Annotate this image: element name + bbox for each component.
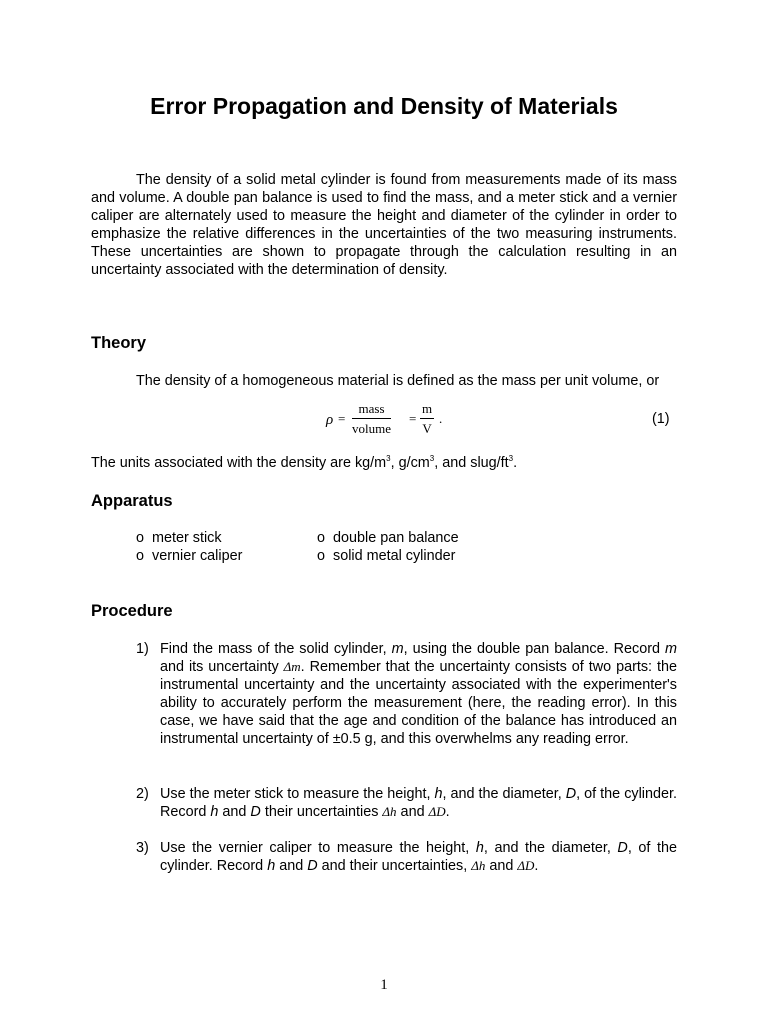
- delta-m-symbol: Δm: [283, 659, 301, 674]
- variable-d: D: [617, 840, 628, 856]
- step-body: [160, 839, 677, 875]
- fraction-numerator-mass: mass: [352, 402, 391, 419]
- step-body: [160, 640, 677, 748]
- units-text-1: The units associated with the density are kg/m: [91, 455, 387, 471]
- step-text: , using the double pan balance. Record: [403, 641, 665, 657]
- variable-m: m: [665, 641, 677, 657]
- units-sup-3: 3: [508, 454, 514, 463]
- units-text-3: , and slug/ft: [434, 455, 509, 471]
- step-text: , and the diameter,: [442, 786, 566, 802]
- bullet-icon: o: [136, 530, 145, 546]
- equation-number: (1): [652, 411, 670, 427]
- step-text: , of the cylinder. Record: [160, 840, 677, 874]
- apparatus-heading: Apparatus: [91, 492, 173, 510]
- units-sup-1: 3: [386, 454, 391, 463]
- list-item: [136, 547, 242, 565]
- bullet-icon: o: [317, 530, 326, 546]
- equation-period: .: [439, 411, 443, 426]
- apparatus-item-label: vernier caliper: [152, 548, 243, 564]
- apparatus-item-label: double pan balance: [333, 530, 459, 546]
- apparatus-item-label: meter stick: [152, 530, 222, 546]
- procedure-step-2: [136, 785, 677, 821]
- step-number: 1): [136, 641, 149, 657]
- rho-symbol: ρ: [326, 412, 334, 428]
- step-text: , and the diameter,: [483, 840, 618, 856]
- list-item: [136, 529, 242, 547]
- delta-d-symbol: ΔD: [428, 804, 446, 819]
- step-text: Use the vernier caliper to measure the height,: [160, 840, 476, 856]
- equals-sign-1: =: [338, 411, 346, 426]
- variable-d: D: [307, 858, 318, 874]
- document-title: Error Propagation and Density of Materials: [150, 93, 618, 119]
- apparatus-list-right: [317, 529, 459, 565]
- step-text: and: [485, 858, 518, 874]
- step-body: [160, 785, 677, 821]
- list-item: [317, 547, 459, 565]
- list-item: [317, 529, 459, 547]
- step-text: Find the mass of the solid cylinder,: [160, 641, 392, 657]
- variable-m: m: [391, 641, 404, 657]
- variable-h: h: [210, 804, 219, 820]
- step-text: and: [275, 858, 308, 874]
- units-text-end: .: [513, 455, 518, 471]
- variable-h: h: [475, 840, 484, 856]
- step-text: .: [445, 804, 450, 820]
- step-text: and their uncertainties,: [317, 858, 472, 874]
- variable-h: h: [267, 858, 276, 874]
- delta-h-symbol: Δh: [471, 858, 486, 873]
- delta-d-symbol: ΔD: [517, 858, 535, 873]
- units-sup-2: 3: [429, 454, 435, 463]
- step-number: 2): [136, 786, 149, 802]
- fraction-mass-volume: [352, 402, 391, 436]
- procedure-heading: Procedure: [91, 602, 173, 620]
- fraction-numerator-m: m: [420, 402, 434, 419]
- page-number: 1: [380, 977, 388, 993]
- fraction-denominator-v: V: [422, 421, 432, 436]
- units-text-2: , g/cm: [390, 455, 430, 471]
- fraction-denominator-volume: volume: [352, 421, 391, 436]
- step-text: .: [534, 858, 539, 874]
- units-sentence: [91, 454, 517, 472]
- step-text: and: [396, 804, 429, 820]
- procedure-step-3: [136, 839, 677, 875]
- step-text: and its uncertainty: [160, 659, 284, 675]
- step-text: and: [218, 804, 251, 820]
- theory-heading: Theory: [91, 334, 147, 352]
- equals-sign-2: =: [409, 411, 417, 426]
- step-number: 3): [136, 840, 149, 856]
- step-text: their uncertainties: [260, 804, 383, 820]
- fraction-m-v: [420, 402, 434, 436]
- step-text: , of the cylinder. Record: [160, 786, 677, 820]
- step-text: Use the meter stick to measure the height,: [160, 786, 435, 802]
- variable-h: h: [434, 786, 443, 802]
- theory-intro: The density of a homogeneous material is defined as the mass per unit volume, or: [136, 373, 660, 389]
- procedure-step-1: [136, 640, 677, 748]
- delta-h-symbol: Δh: [382, 804, 397, 819]
- step-text: . Remember that the uncertainty consists of two parts: the instrumental uncertainty and the uncertainty associated with the experimenter's ability to accurately perform the measurement (here, the reading error). In this case, we have said that the age and condition of the balance has introduced an instrumental uncertainty of ±0.5 g, and this overwhelms any reading error.: [160, 659, 677, 747]
- apparatus-list-left: [136, 529, 242, 565]
- variable-d: D: [250, 804, 261, 820]
- abstract-paragraph: The density of a solid metal cylinder is found from measurements made of its mass and volume. A double pan balance is used to find the mass, and a meter stick and a vernier caliper are alternately used to measure the height and diameter of the cylinder in order to emphasize the relative differences in the uncertainties of the two measuring instruments. These uncertainties are shown to propagate through the calculation resulting in an uncertainty associated with the determination of density.: [91, 172, 677, 278]
- bullet-icon: o: [317, 548, 326, 564]
- bullet-icon: o: [136, 548, 145, 564]
- variable-d: D: [565, 786, 577, 802]
- apparatus-item-label: solid metal cylinder: [333, 548, 456, 564]
